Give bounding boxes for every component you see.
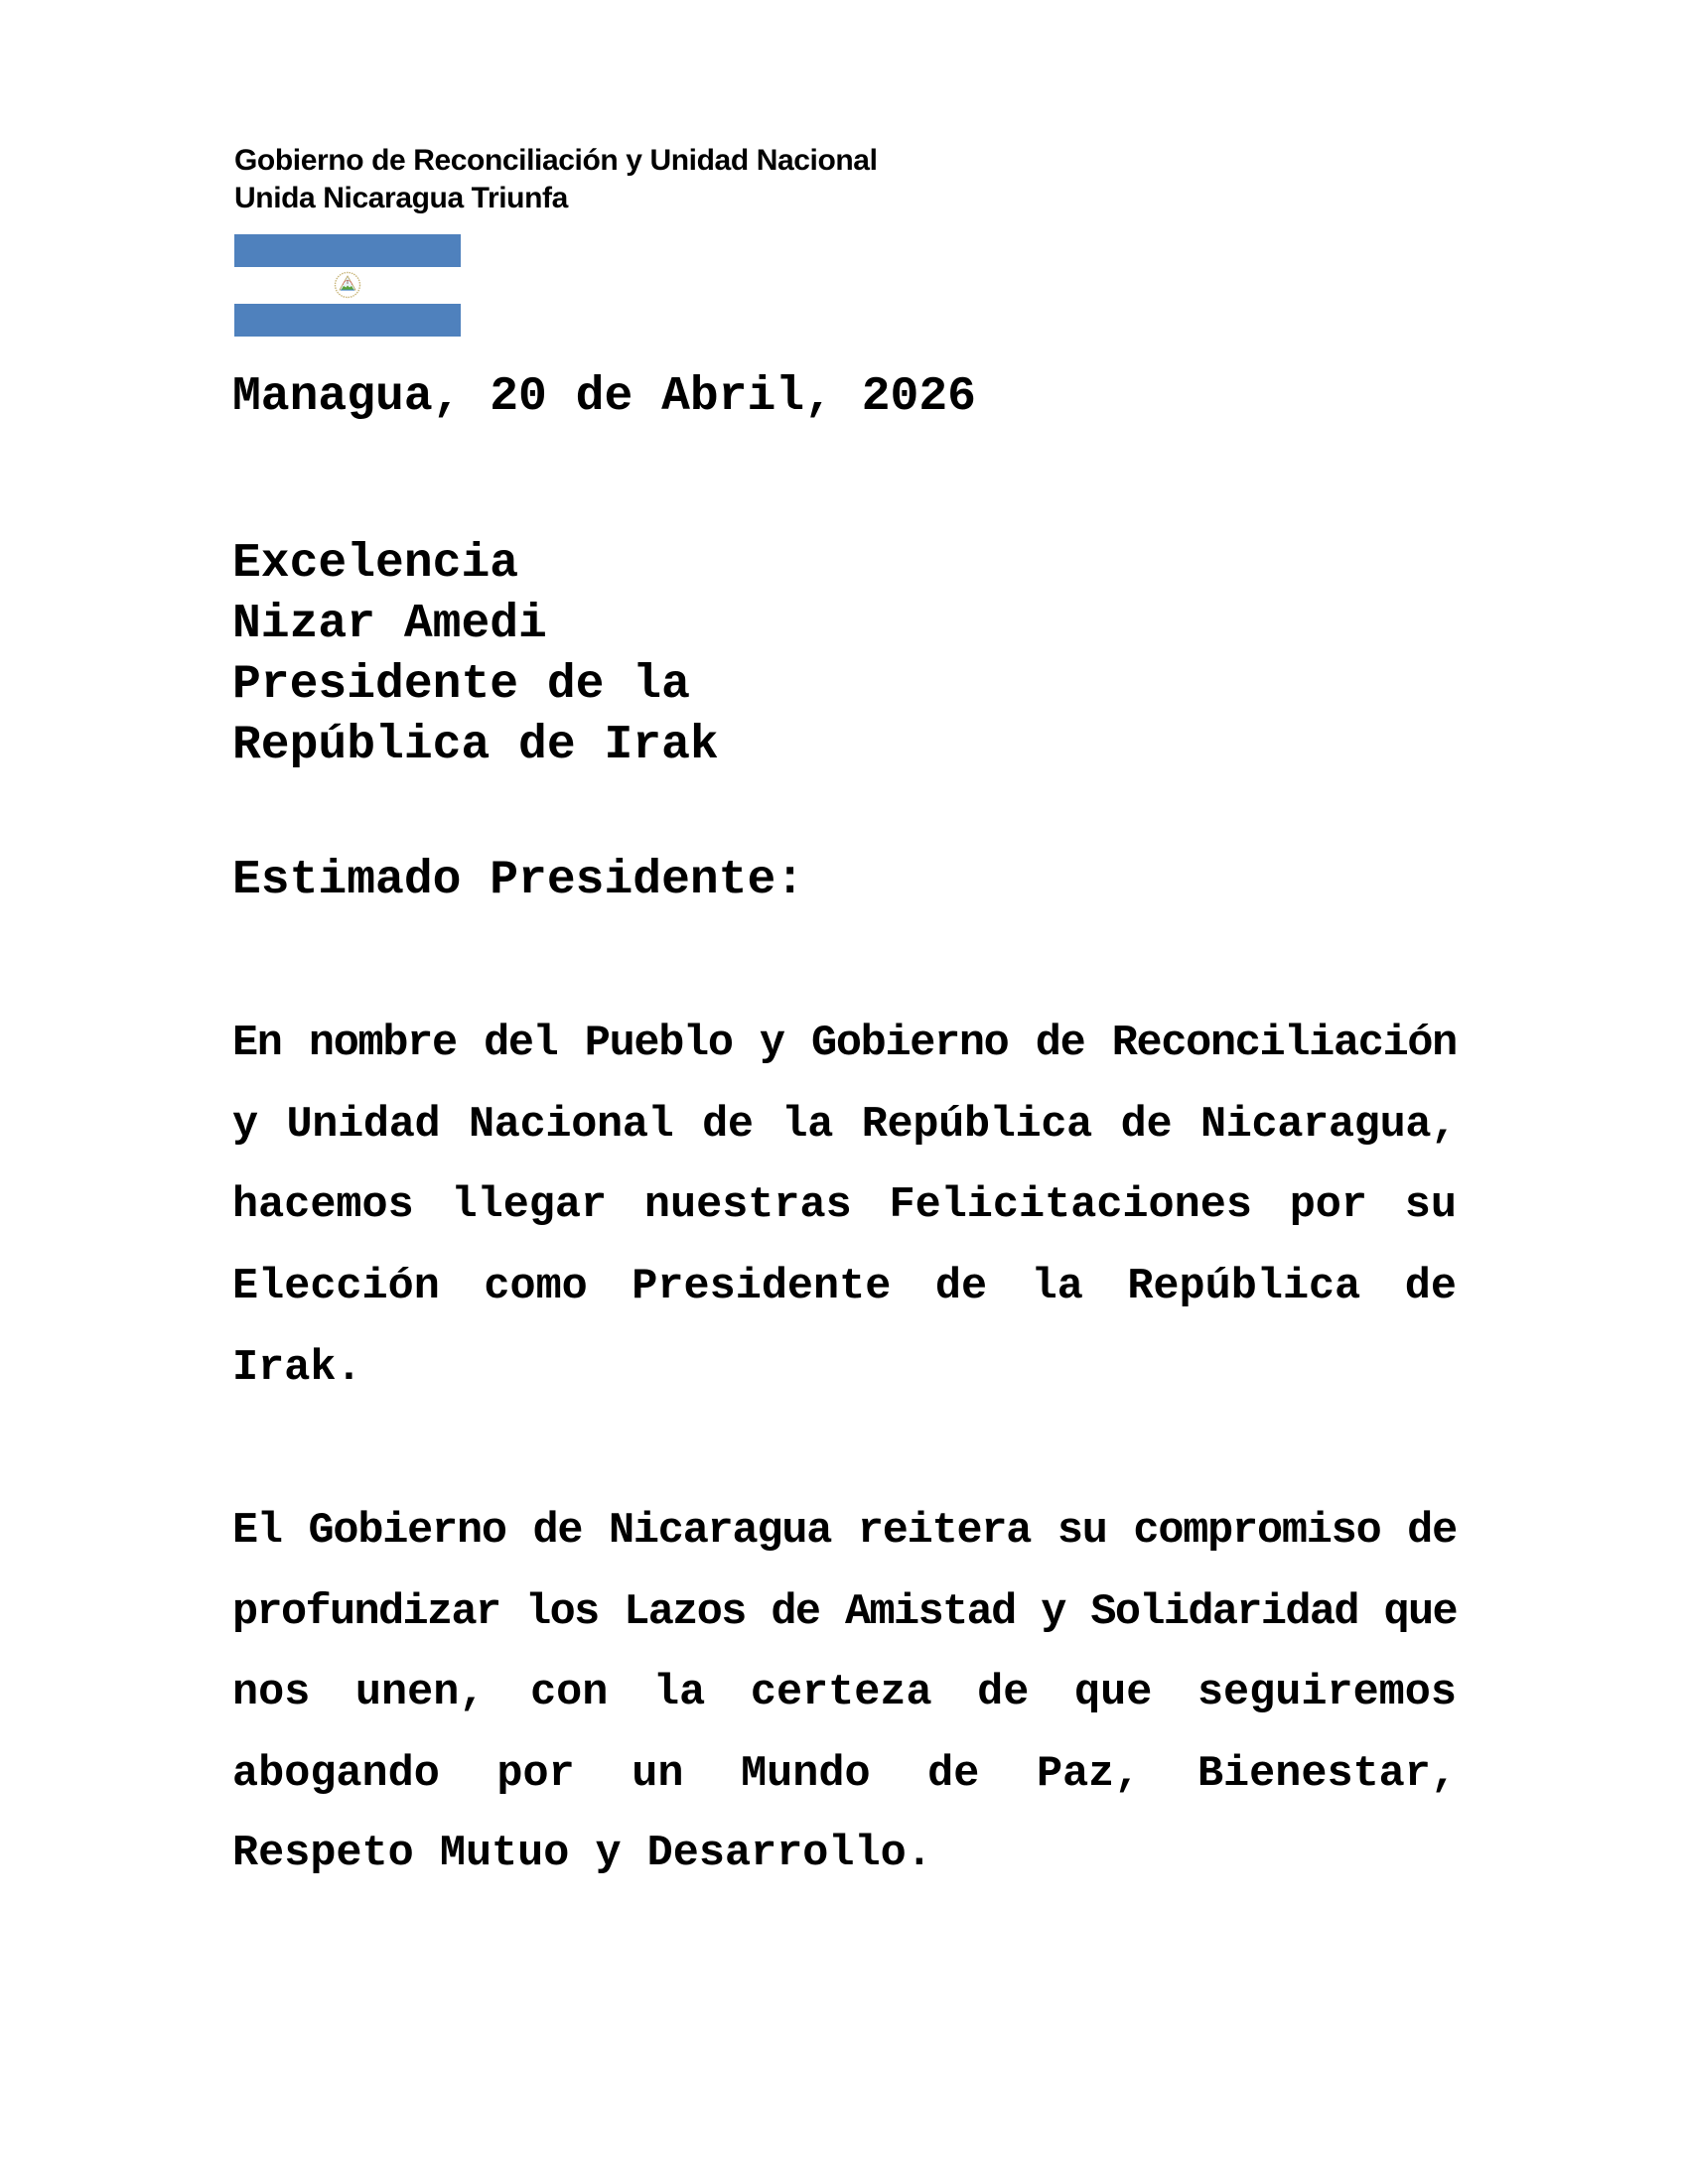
paragraph-line: abogando por un Mundo de Paz, Bienestar, (232, 1750, 1457, 1799)
recipient-country: República de Irak (232, 719, 719, 772)
paragraph-line: El Gobierno de Nicaragua reitera su compromiso de (232, 1507, 1457, 1556)
paragraph-line: nos unen, con la certeza de que seguiremos (232, 1669, 1457, 1717)
paragraph-line: Respeto Mutuo y Desarrollo. (232, 1830, 932, 1878)
flag-top-stripe (234, 234, 461, 267)
nicaragua-flag-icon (234, 234, 461, 337)
recipient-name: Nizar Amedi (232, 598, 547, 651)
recipient-position: Presidente de la (232, 658, 690, 712)
letterhead-slogan: Unida Nicaragua Triunfa (234, 182, 568, 214)
salutation: Estimado Presidente: (232, 854, 805, 907)
recipient-title: Excelencia (232, 537, 519, 591)
date-line: Managua, 20 de Abril, 2026 (232, 370, 976, 424)
coat-of-arms-icon (334, 271, 361, 299)
paragraph-line: profundizar los Lazos de Amistad y Solidaridad que (232, 1588, 1457, 1637)
paragraph-line: En nombre del Pueblo y Gobierno de Reconciliación (232, 1020, 1457, 1068)
flag-bottom-stripe (234, 304, 461, 337)
paragraph-line: Elección como Presidente de la República de (232, 1263, 1457, 1311)
paragraph-line: Irak. (232, 1344, 362, 1393)
paragraph-line: hacemos llegar nuestras Felicitaciones por su (232, 1181, 1457, 1230)
paragraph-line: y Unidad Nacional de la República de Nicaragua, (232, 1101, 1457, 1150)
letterhead-government-name: Gobierno de Reconciliación y Unidad Nacional (234, 144, 878, 177)
